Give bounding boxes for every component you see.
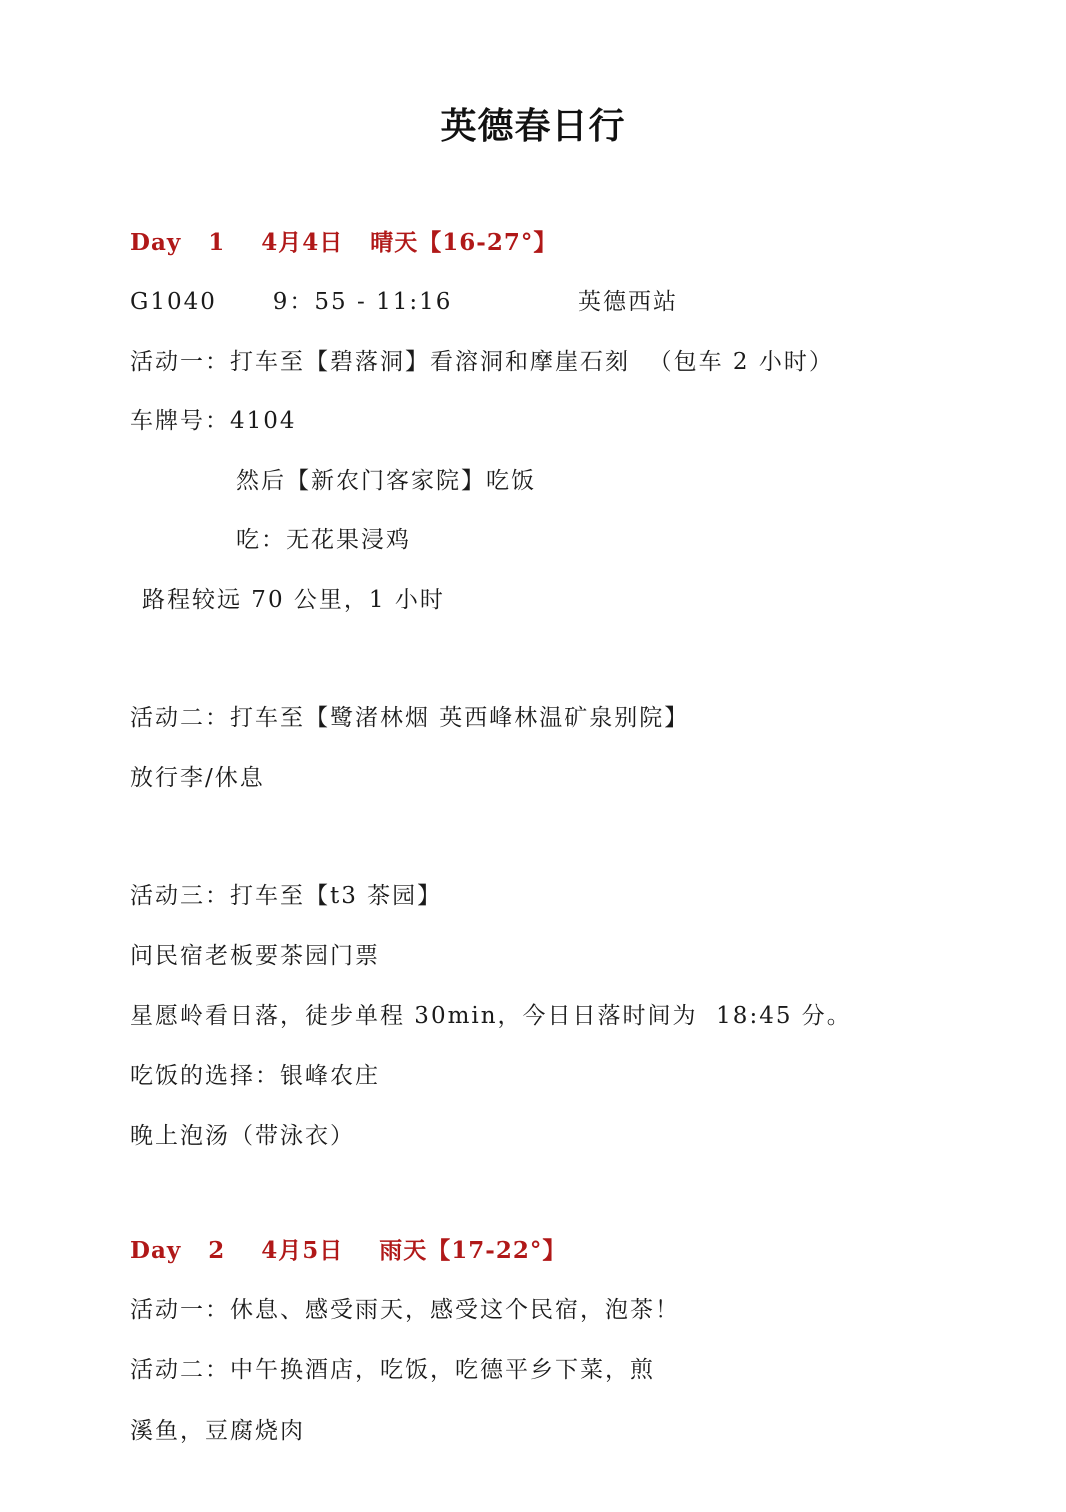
day1-activity3: 活动三：打车至【t3 茶园】 (130, 883, 443, 909)
day2-activity2: 活动二：中午换酒店，吃饭，吃德平乡下菜，煎 (130, 1357, 655, 1383)
page-title: 英德春日行 (440, 105, 626, 147)
day2-header: Day 2 4月5日 雨天【17-22°】 (130, 1237, 567, 1264)
day1-header: Day 1 4月4日 晴天【16-27°】 (130, 229, 558, 256)
day1-then: 然后【新农门客家院】吃饭 (236, 468, 536, 494)
day1-ticket: 问民宿老板要茶园门票 (130, 943, 380, 969)
day1-activity1: 活动一：打车至【碧落洞】看溶洞和摩崖石刻 （包车 2 小时） (130, 349, 834, 375)
day1-station: 英德西站 (578, 289, 678, 315)
day1-dinner: 吃饭的选择：银峰农庄 (130, 1063, 380, 1089)
day2-activity1: 活动一：休息、感受雨天，感受这个民宿，泡茶！ (130, 1297, 680, 1323)
day1-route: 路程较远 70 公里，1 小时 (142, 587, 445, 613)
day1-spring: 晚上泡汤（带泳衣） (130, 1123, 355, 1149)
day1-plate: 车牌号：4104 (130, 408, 297, 434)
day1-activity2: 活动二：打车至【鹭渚林烟 英西峰林温矿泉别院】 (130, 705, 690, 731)
day1-sunset: 星愿岭看日落，徒步单程 30min，今日日落时间为 18:45 分。 (130, 1003, 852, 1029)
day2-activity2-cont: 溪鱼，豆腐烧肉 (130, 1418, 305, 1444)
day1-eat: 吃：无花果浸鸡 (236, 527, 411, 553)
day1-train-line: G1040 9：55 - 11:16 (130, 289, 453, 315)
day1-rest: 放行李/休息 (130, 765, 265, 791)
